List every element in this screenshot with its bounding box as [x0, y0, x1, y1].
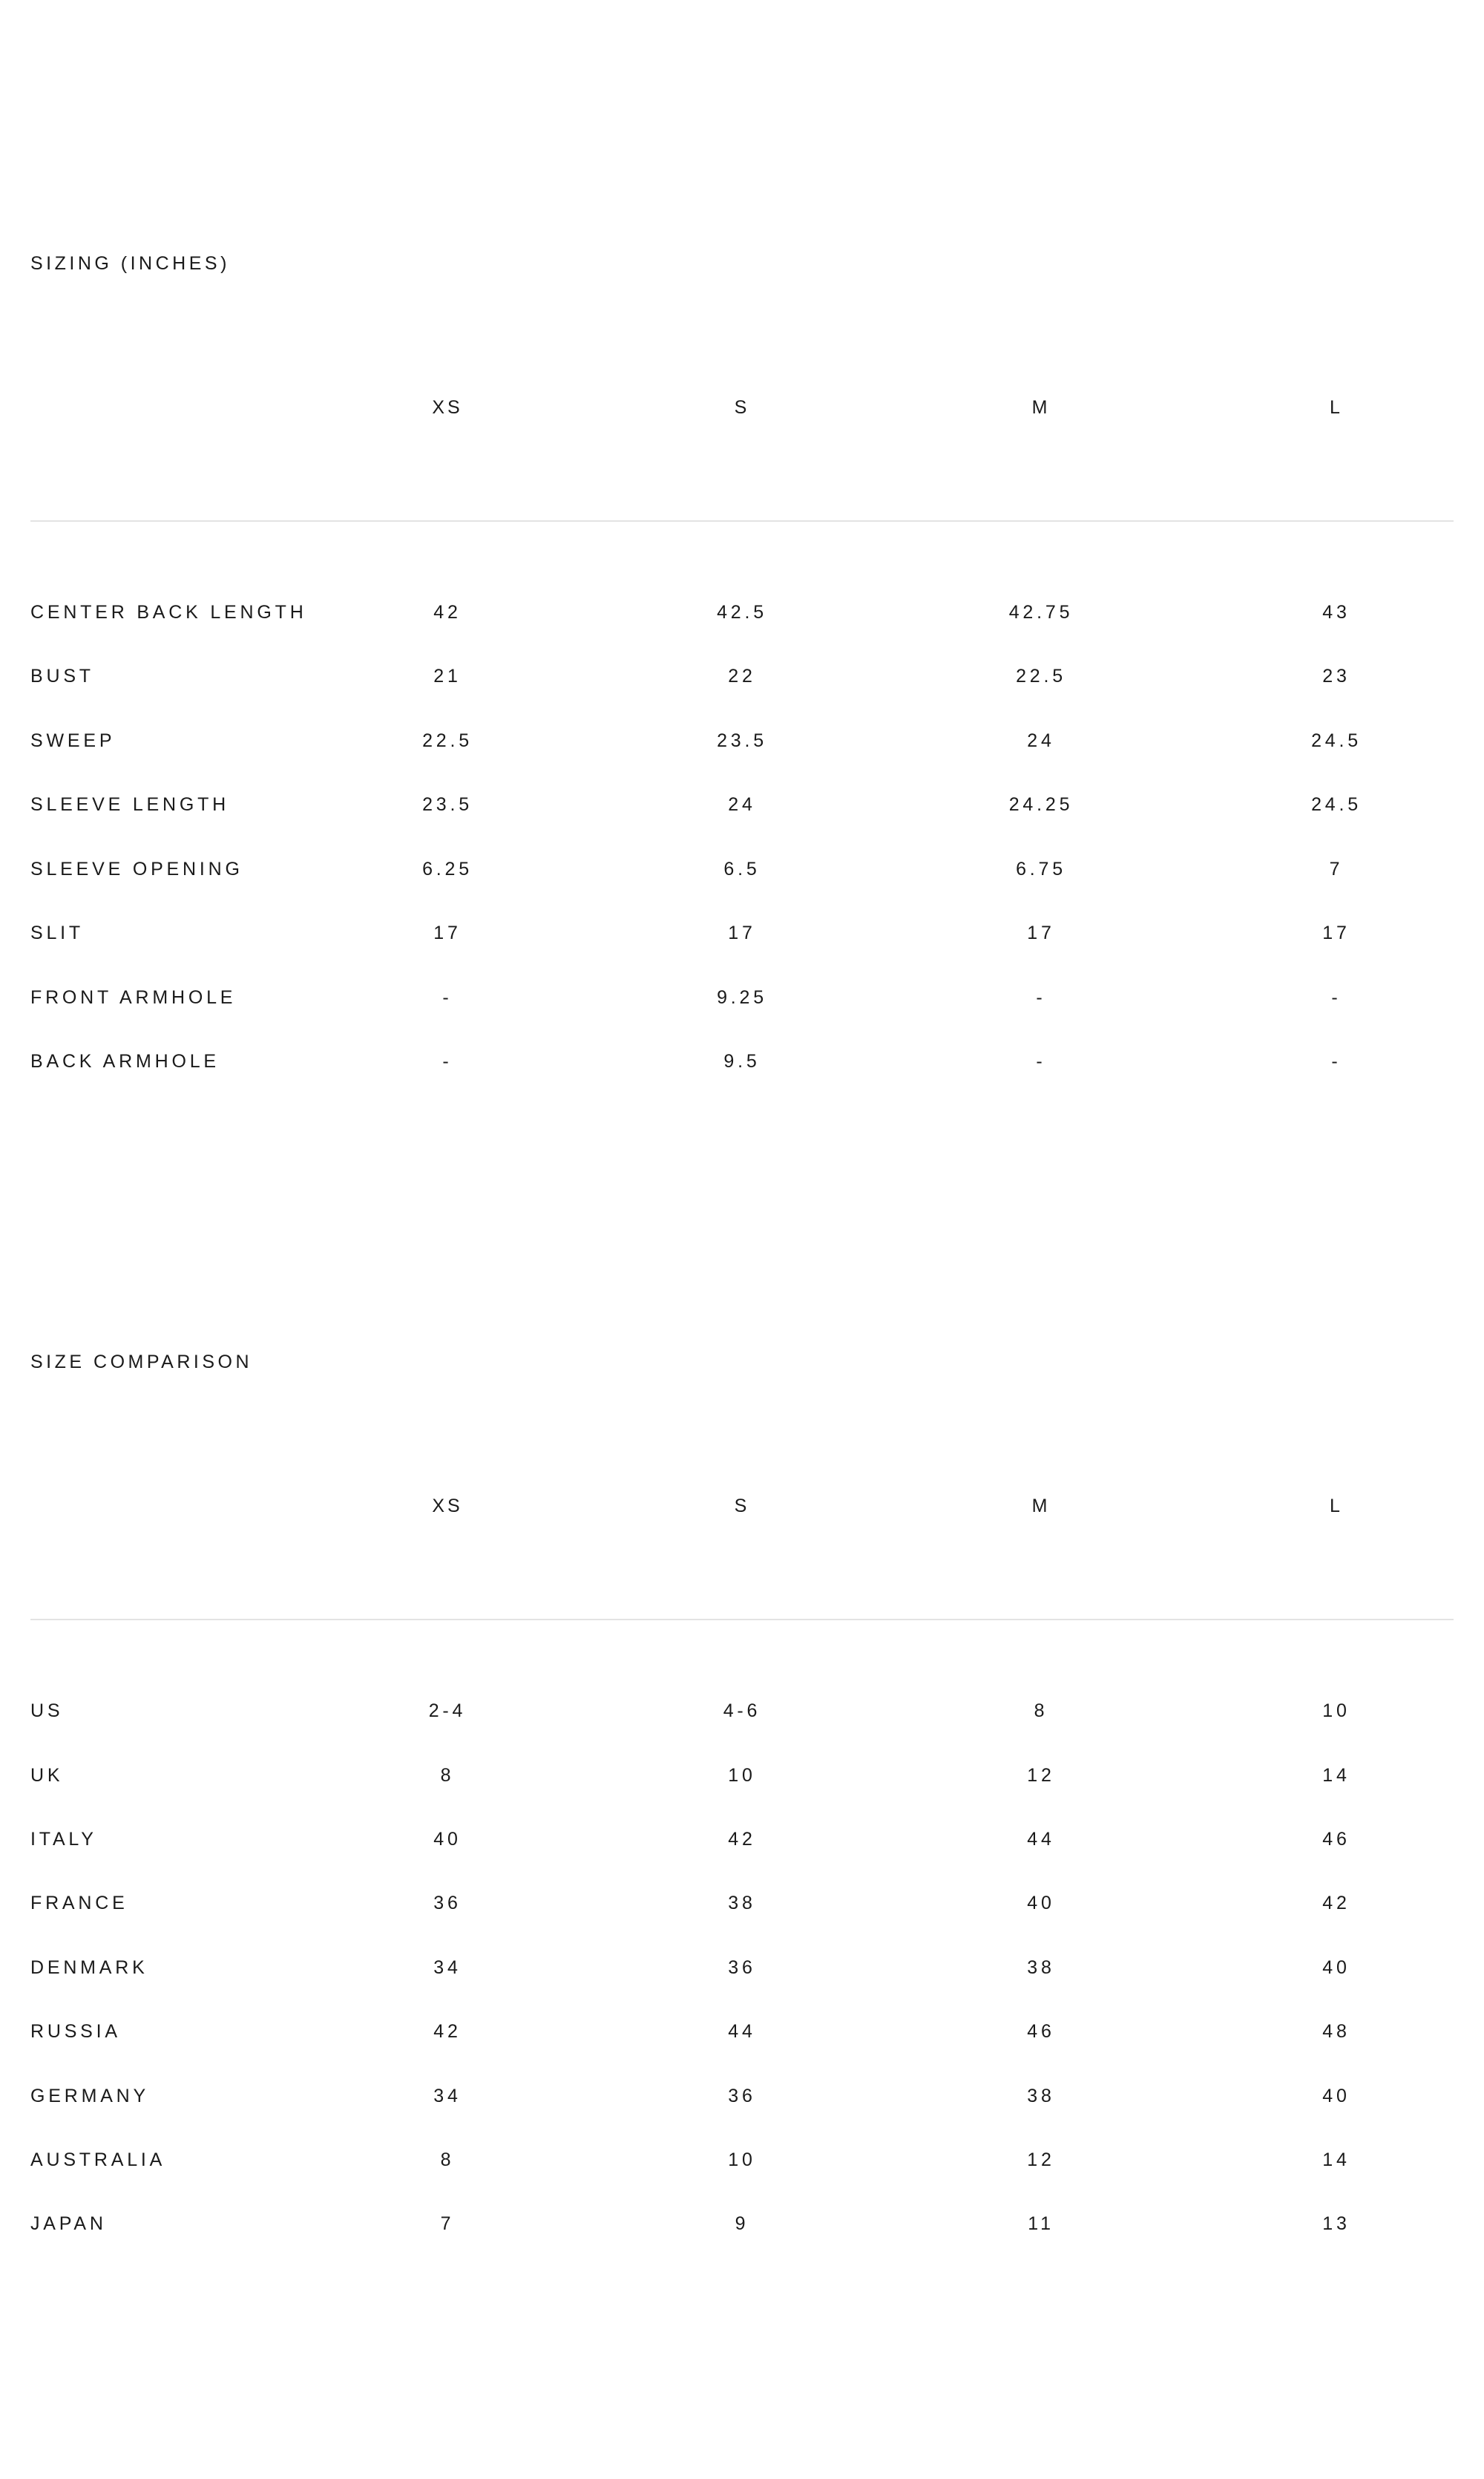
row-label: BUST: [30, 666, 94, 687]
table-cell: 14: [1322, 2149, 1350, 2170]
size-header-s: S: [734, 397, 750, 418]
table-cell: 17: [1322, 923, 1350, 943]
size-header-xs: XS: [432, 397, 463, 418]
comparison-title: SIZE COMPARISON: [30, 1352, 253, 1372]
table-cell: 36: [728, 1957, 756, 1978]
table-row: [30, 983, 1454, 1012]
table-cell: 21: [433, 666, 462, 687]
table-row: [30, 597, 1454, 627]
table-row: [30, 2081, 1454, 2111]
comparison-divider: [30, 1619, 1454, 1620]
table-cell: 42: [1322, 1893, 1350, 1913]
table-row: [30, 918, 1454, 948]
table-cell: 40: [1027, 1893, 1055, 1913]
row-label: AUSTRALIA: [30, 2149, 166, 2170]
table-cell: -: [1331, 987, 1342, 1008]
table-cell: 9.5: [723, 1051, 761, 1072]
table-cell: 42.5: [717, 602, 767, 623]
row-label: GERMANY: [30, 2086, 150, 2106]
table-cell: 23: [1322, 666, 1350, 687]
size-header-s: S: [734, 1496, 750, 1516]
table-row: [30, 1953, 1454, 1982]
table-row: [30, 726, 1454, 756]
table-cell: 22.5: [1016, 666, 1066, 687]
table-cell: 17: [728, 923, 756, 943]
row-label: JAPAN: [30, 2213, 107, 2234]
table-cell: 24: [1027, 730, 1055, 751]
table-cell: 38: [1027, 1957, 1055, 1978]
table-cell: 24.5: [1311, 730, 1362, 751]
table-row: [30, 1888, 1454, 1918]
table-cell: 10: [728, 1765, 756, 1786]
row-label: SLEEVE LENGTH: [30, 794, 230, 815]
table-cell: 38: [728, 1893, 756, 1913]
row-label: FRONT ARMHOLE: [30, 987, 237, 1008]
table-row: [30, 661, 1454, 691]
row-label: SLIT: [30, 923, 84, 943]
table-cell: 40: [1322, 2086, 1350, 2106]
table-row: [30, 1696, 1454, 1726]
table-cell: 48: [1322, 2021, 1350, 2042]
table-cell: 42: [433, 602, 462, 623]
table-row: [30, 1047, 1454, 1076]
table-cell: 2-4: [428, 1700, 467, 1721]
size-header-l: L: [1330, 397, 1343, 418]
table-cell: 44: [728, 2021, 756, 2042]
table-cell: 34: [433, 2086, 462, 2106]
table-cell: 42: [728, 1829, 756, 1850]
size-header-m: M: [1031, 1496, 1051, 1516]
table-cell: 24.5: [1311, 794, 1362, 815]
table-cell: 36: [433, 1893, 462, 1913]
table-cell: 17: [1027, 923, 1055, 943]
row-label: SLEEVE OPENING: [30, 859, 243, 880]
table-row: [30, 1761, 1454, 1790]
table-cell: 46: [1322, 1829, 1350, 1850]
table-cell: 6.25: [422, 859, 473, 880]
table-cell: 40: [433, 1829, 462, 1850]
row-label: DENMARK: [30, 1957, 148, 1978]
table-cell: 7: [1329, 859, 1344, 880]
table-cell: 36: [728, 2086, 756, 2106]
table-cell: 12: [1027, 1765, 1055, 1786]
row-label: ITALY: [30, 1829, 97, 1850]
row-label: RUSSIA: [30, 2021, 121, 2042]
table-cell: 23.5: [422, 794, 473, 815]
table-cell: 14: [1322, 1765, 1350, 1786]
table-row: [30, 1824, 1454, 1854]
table-cell: 24: [728, 794, 756, 815]
table-cell: 42.75: [1008, 602, 1074, 623]
sizing-divider: [30, 520, 1454, 522]
table-cell: 38: [1027, 2086, 1055, 2106]
table-cell: 6.75: [1016, 859, 1066, 880]
table-cell: 8: [1034, 1700, 1048, 1721]
table-cell: 10: [728, 2149, 756, 2170]
table-row: [30, 2017, 1454, 2046]
table-cell: 11: [1028, 2213, 1054, 2234]
table-row: [30, 2145, 1454, 2175]
table-cell: -: [442, 987, 453, 1008]
table-cell: 10: [1322, 1700, 1350, 1721]
table-cell: 6.5: [723, 859, 761, 880]
sizing-title: SIZING (INCHES): [30, 253, 230, 274]
table-cell: -: [1036, 987, 1046, 1008]
table-cell: 12: [1027, 2149, 1055, 2170]
table-cell: -: [1331, 1051, 1342, 1072]
table-cell: 8: [440, 2149, 455, 2170]
table-cell: 7: [440, 2213, 455, 2234]
table-cell: 40: [1322, 1957, 1350, 1978]
table-cell: -: [1036, 1051, 1046, 1072]
table-cell: -: [442, 1051, 453, 1072]
table-cell: 34: [433, 1957, 462, 1978]
table-cell: 4-6: [723, 1700, 761, 1721]
table-cell: 9.25: [717, 987, 767, 1008]
size-header-xs: XS: [432, 1496, 463, 1516]
table-cell: 23.5: [717, 730, 767, 751]
table-cell: 44: [1027, 1829, 1055, 1850]
size-header-m: M: [1031, 397, 1051, 418]
table-cell: 13: [1322, 2213, 1350, 2234]
table-cell: 22.5: [422, 730, 473, 751]
row-label: SWEEP: [30, 730, 116, 751]
row-label: US: [30, 1700, 64, 1721]
table-cell: 22: [728, 666, 756, 687]
table-row: [30, 2209, 1454, 2239]
table-cell: 46: [1027, 2021, 1055, 2042]
table-cell: 43: [1322, 602, 1350, 623]
row-label: CENTER BACK LENGTH: [30, 602, 307, 623]
row-label: UK: [30, 1765, 64, 1786]
table-cell: 9: [735, 2213, 749, 2234]
row-label: FRANCE: [30, 1893, 128, 1913]
row-label: BACK ARMHOLE: [30, 1051, 220, 1072]
table-cell: 42: [433, 2021, 462, 2042]
table-cell: 8: [440, 1765, 455, 1786]
table-cell: 17: [433, 923, 462, 943]
table-row: [30, 790, 1454, 819]
table-cell: 24.25: [1008, 794, 1074, 815]
size-header-l: L: [1330, 1496, 1343, 1516]
table-row: [30, 854, 1454, 884]
